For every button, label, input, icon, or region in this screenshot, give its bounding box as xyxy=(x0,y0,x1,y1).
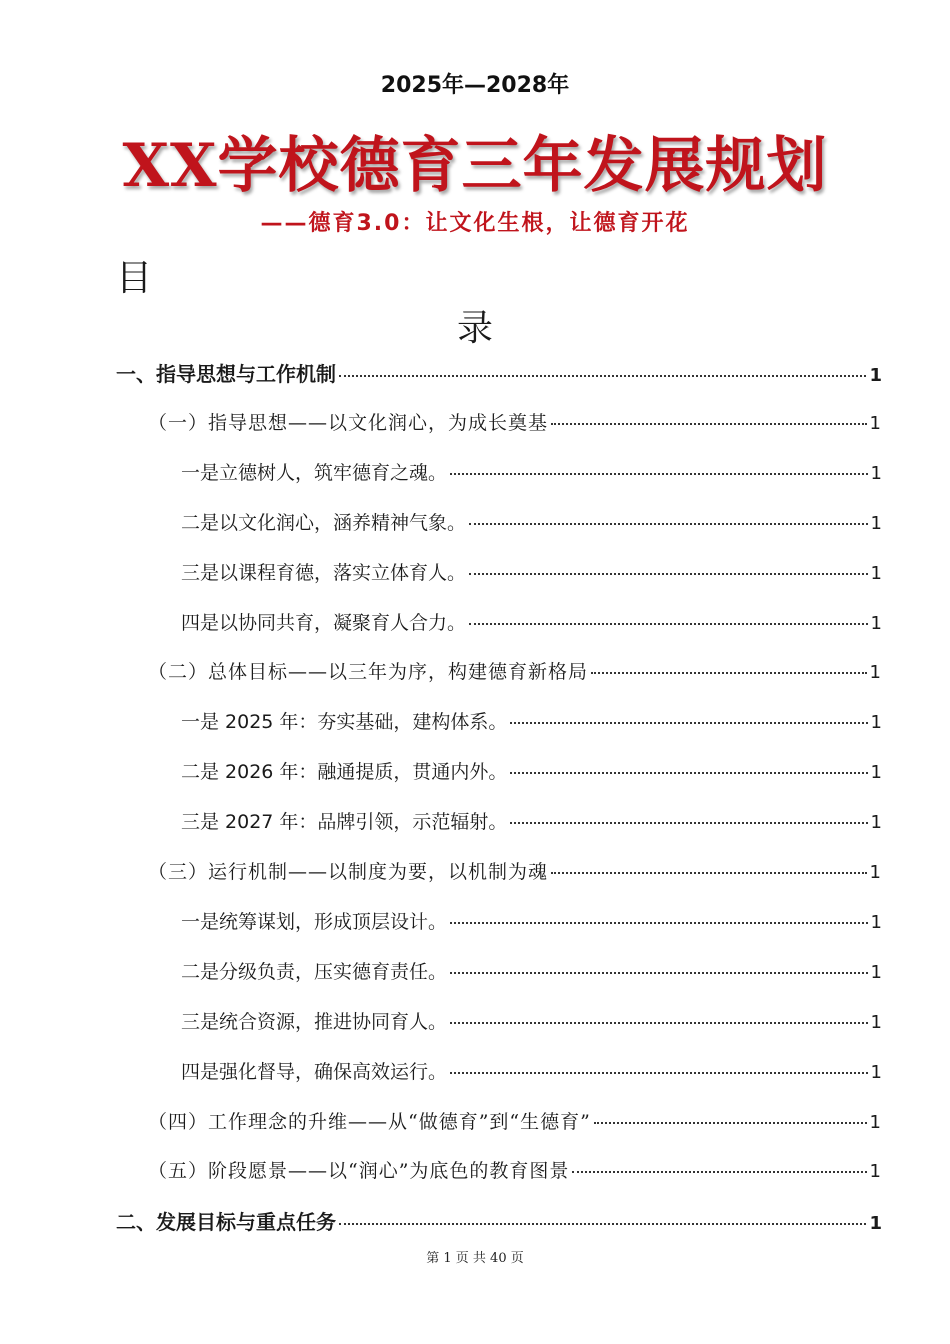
toc-entry-text: 三是以课程育德，落实立体育人。 xyxy=(181,562,467,584)
toc-entry-page: 1 xyxy=(869,1112,882,1133)
toc-leader-dots xyxy=(450,972,868,974)
document-title: XX学校德育三年发展规划 xyxy=(122,131,828,201)
toc-entry-text: 二是分级负责，压实德育责任。 xyxy=(181,961,448,983)
toc-entry-page: 1 xyxy=(869,1213,882,1234)
toc-entry[interactable] xyxy=(148,657,882,687)
toc-entry-text: 二是以文化润心，涵养精神气象。 xyxy=(181,512,467,534)
toc-leader-dots xyxy=(469,523,868,525)
toc-entry-text: 四是以协同共育，凝聚育人合力。 xyxy=(181,612,467,634)
year-range: 2025年—2028年 xyxy=(380,73,570,98)
toc-entry-page: 1 xyxy=(870,513,882,534)
toc-entry-page: 1 xyxy=(869,413,882,434)
toc-entry[interactable] xyxy=(181,1007,882,1037)
toc-entry-text: 三是 2027 年：品牌引领，示范辐射。 xyxy=(181,811,508,833)
toc-entry[interactable] xyxy=(148,1107,882,1137)
toc-entry[interactable] xyxy=(116,358,882,388)
toc-leader-dots xyxy=(450,473,868,475)
toc-entry[interactable] xyxy=(116,1206,882,1236)
toc-entry[interactable] xyxy=(148,408,882,438)
toc-entry-page: 1 xyxy=(870,712,882,733)
toc-entry[interactable] xyxy=(181,957,882,987)
toc-leader-dots xyxy=(510,772,867,774)
toc-entry[interactable] xyxy=(181,707,882,737)
toc-leader-dots xyxy=(510,822,867,824)
toc-leader-dots xyxy=(469,573,868,575)
toc-entry-text: 二是 2026 年：融通提质，贯通内外。 xyxy=(181,761,508,783)
toc-entry-page: 1 xyxy=(870,463,882,484)
toc-leader-dots xyxy=(469,623,868,625)
toc-entry[interactable] xyxy=(181,1057,882,1087)
toc-entry-page: 1 xyxy=(870,962,882,983)
toc-entry-page: 1 xyxy=(870,1062,882,1083)
document-subtitle: ——德育3.0：让文化生根，让德育开花 xyxy=(260,211,690,236)
toc-entry[interactable] xyxy=(148,1156,882,1186)
toc-entry[interactable] xyxy=(181,458,882,488)
toc-leader-dots xyxy=(551,423,867,425)
toc-entry-page: 1 xyxy=(870,613,882,634)
toc-leader-dots xyxy=(551,872,867,874)
toc-entry-text: （二）总体目标——以三年为序，构建德育新格局 xyxy=(148,661,589,683)
toc-entry-text: （四）工作理念的升维——从“做德育”到“生德育” xyxy=(148,1111,591,1133)
toc-leader-dots xyxy=(572,1171,866,1173)
toc-entry-text: （三）运行机制——以制度为要，以机制为魂 xyxy=(148,861,549,883)
toc-entry-page: 1 xyxy=(870,812,882,833)
toc-entry-page: 1 xyxy=(870,762,882,783)
toc-heading-part2: 录 xyxy=(456,308,493,349)
toc-entry-text: 一是立德树人，筑牢德育之魂。 xyxy=(181,462,448,484)
toc-entry-page: 1 xyxy=(870,912,882,933)
toc-entry[interactable] xyxy=(181,757,882,787)
toc-entry[interactable] xyxy=(181,608,882,638)
toc-entry-text: 三是统合资源，推进协同育人。 xyxy=(181,1011,448,1033)
toc-entry[interactable] xyxy=(148,857,882,887)
toc-entry-text: （五）阶段愿景——以“润心”为底色的教育图景 xyxy=(148,1160,570,1182)
toc-leader-dots xyxy=(510,722,867,724)
toc-entry-text: 四是强化督导，确保高效运行。 xyxy=(181,1061,448,1083)
toc-entry-page: 1 xyxy=(869,662,882,683)
page-footer: 第 1 页 共 40 页 xyxy=(426,1251,524,1266)
toc-entry[interactable] xyxy=(181,907,882,937)
toc-entry[interactable] xyxy=(181,558,882,588)
toc-entry-text: （一）指导思想——以文化润心，为成长奠基 xyxy=(148,412,549,434)
toc-entry-page: 1 xyxy=(870,1012,882,1033)
toc-leader-dots xyxy=(591,672,867,674)
toc-entry-page: 1 xyxy=(870,563,882,584)
toc-entry-page: 1 xyxy=(869,365,882,386)
toc-leader-dots xyxy=(450,922,868,924)
toc-entry-page: 1 xyxy=(869,1161,882,1182)
toc-entry-text: 一是统筹谋划，形成顶层设计。 xyxy=(181,911,448,933)
toc-entry-text: 一、指导思想与工作机制 xyxy=(116,362,336,386)
toc-leader-dots xyxy=(450,1072,868,1074)
toc-heading-part1: 目 xyxy=(116,258,153,299)
toc-leader-dots xyxy=(450,1022,868,1024)
toc-entry-text: 一是 2025 年：夯实基础，建构体系。 xyxy=(181,711,508,733)
toc-entry-text: 二、发展目标与重点任务 xyxy=(116,1210,336,1234)
toc-leader-dots xyxy=(339,1223,866,1225)
toc-entry[interactable] xyxy=(181,508,882,538)
toc-leader-dots xyxy=(594,1122,867,1124)
toc-entry[interactable] xyxy=(181,807,882,837)
toc-leader-dots xyxy=(339,375,866,377)
toc-entry-page: 1 xyxy=(869,862,882,883)
